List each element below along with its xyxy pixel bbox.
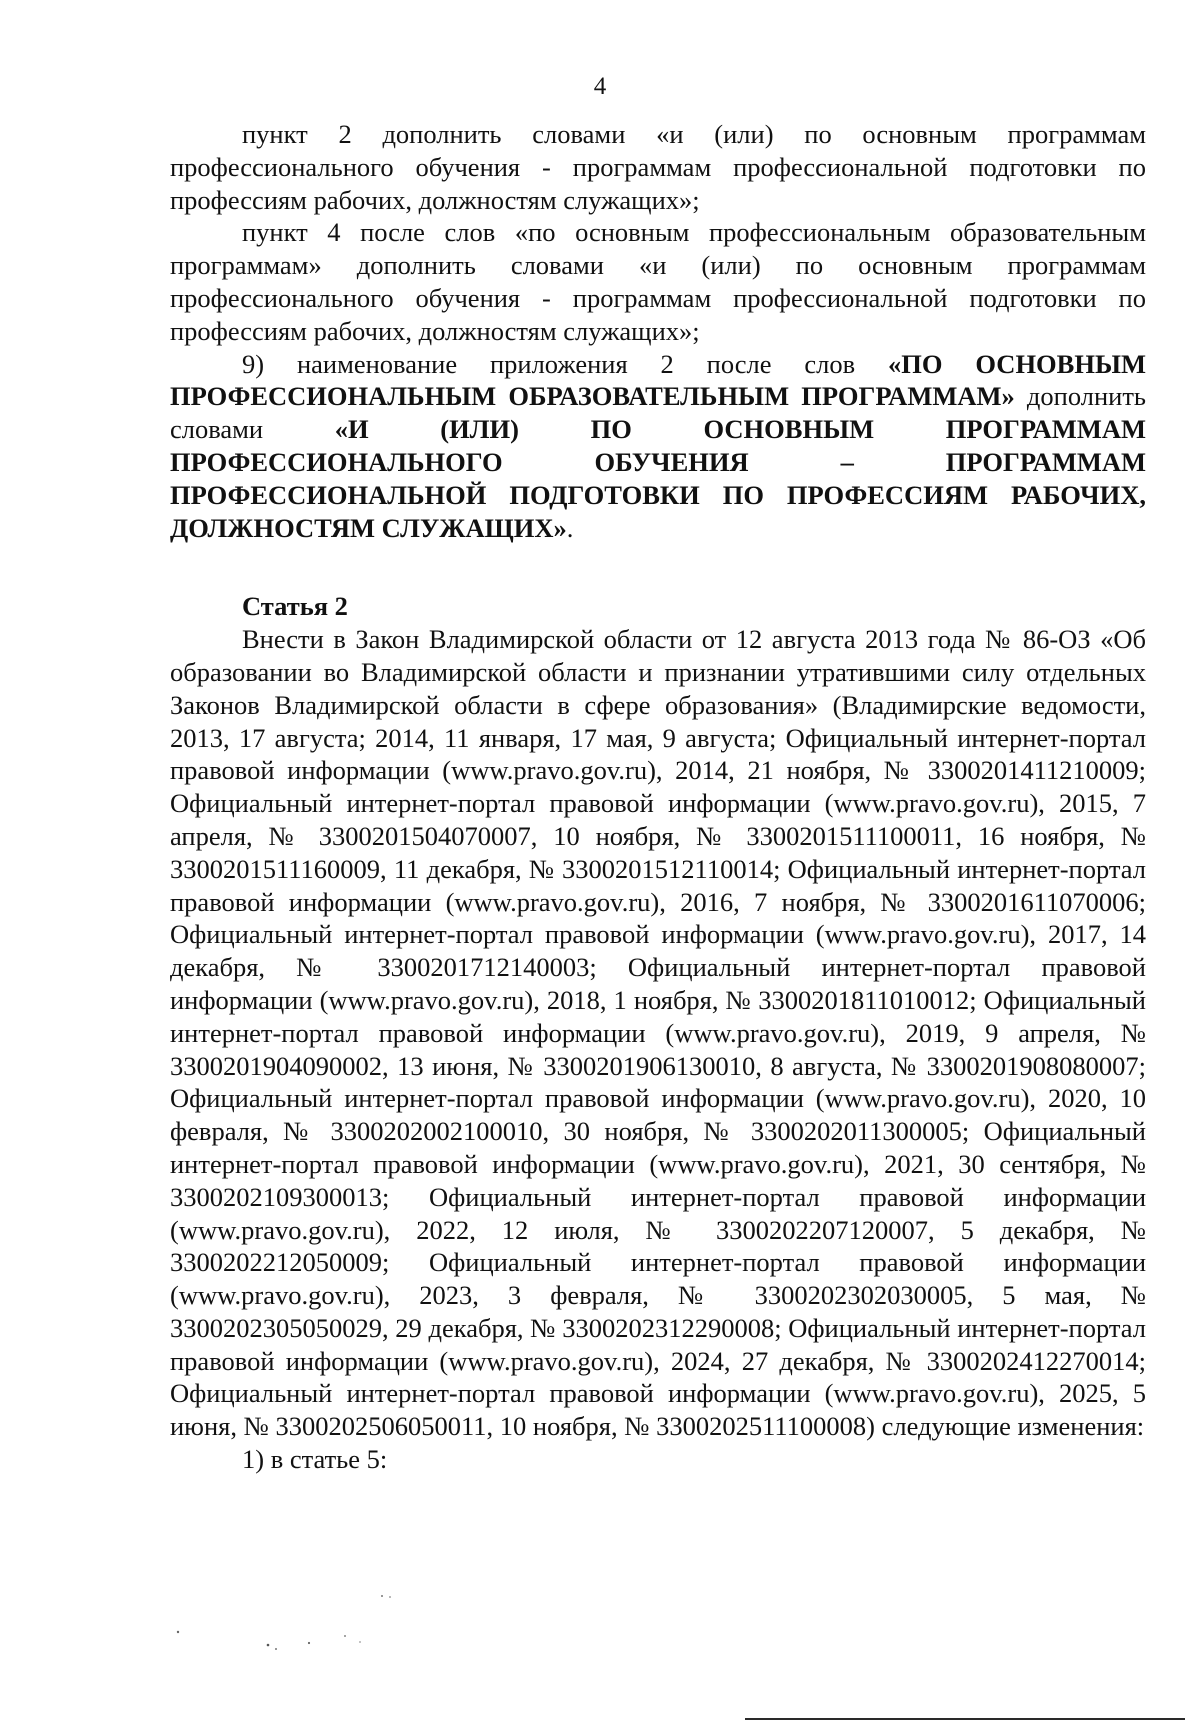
paragraph-item-9 — [170, 348, 1146, 545]
paragraph-item-9-middle: дополнить словами — [170, 381, 1146, 445]
page-number: 4 — [593, 73, 607, 100]
scan-speck — [177, 1631, 179, 1633]
scan-speck — [389, 1596, 391, 1598]
scan-speck — [308, 1642, 310, 1644]
article-body: Внести в Закон Владимирской области от 12 августа 2013 года № 86-ОЗ «Об образовании во Владимирской области и признании утратившими силу отдельных Законов Владимирской области в сфере образования» (Владимирские ведомости, 2013, 17 августа; 2014, 11 января, 17 мая, 9 августа; Официальный интернет-портал правовой информации (www.pravo.gov.ru), 2014, 21 ноября, № 3300201411210009; Официальный интернет-портал правовой информации (www.pravo.gov.ru), 2015, 7 апреля, № 3300201504070007, 10 ноября, № 3300201511100011, 16 ноября, № 3300201511160009, 11 декабря, № 3300201512110014; Официальный интернет-портал правовой информации (www.pravo.gov.ru), 2016, 7 ноября, № 3300201611070006; Официальный интернет-портал правовой информации (www.pravo.gov.ru), 2017, 14 декабря, № 3300201712140003; Официальный интернет-портал правовой информации (www.pravo.gov.ru), 2018, 1 ноября, № 3300201811010012; Официальный интернет-портал правовой информации (www.pravo.gov.ru), 2019, 9 апреля, № 3300201904090002, 13 июня, № 3300201906130010, 8 августа, № 3300201908080007; Официальный интернет-портал правовой информации (www.pravo.gov.ru), 2020, 10 февраля, № 3300202002100010, 30 ноября, № 3300202011300005; Официальный интернет-портал правовой информации (www.pravo.gov.ru), 2021, 30 сентября, № 3300202109300013; Официальный интернет-портал правовой информации (www.pravo.gov.ru), 2022, 12 июля, № 3300202207120007, 5 декабря, № 3300202212050009; Официальный интернет-портал правовой информации (www.pravo.gov.ru), 2023, 3 февраля, № 3300202302030005, 5 мая, № 3300202305050029, 29 декабря, № 3300202312290008; Официальный интернет-портал правовой информации (www.pravo.gov.ru), 2024, 27 декабря, № 3300202412270014; Официальный интернет-портал правовой информации (www.pravo.gov.ru), 2025, 5 июня, № 3300202506050011, 10 ноября, № 3300202511100008) следующие изменения: — [170, 624, 1146, 1442]
paragraph-item-9-added-words: «И (ИЛИ) ПО ОСНОВНЫМ ПРОГРАММАМ ПРОФЕССИОНАЛЬНОГО ОБУЧЕНИЯ – ПРОГРАММАМ ПРОФЕССИОНАЛЬНОЙ ПОДГОТОВКИ ПО ПРОФЕССИЯМ РАБОЧИХ, ДОЛЖНОСТЯМ СЛУЖАЩИХ» — [170, 414, 1146, 543]
article-heading: Статья 2 — [242, 591, 348, 622]
scan-speck — [359, 1641, 361, 1643]
scan-speck — [344, 1635, 346, 1637]
scan-speck — [275, 1648, 277, 1650]
paragraph-item-9-intro: 9) наименование приложения 2 после слов — [242, 348, 889, 379]
article-item-1: 1) в статье 5: — [242, 1444, 388, 1475]
paragraph-item-2: пункт 2 дополнить словами «и (или) по основным программам профессионального обучения - программам профессиональной подготовки по профессиям рабочих, должностям служащих»; — [170, 119, 1146, 215]
scan-speck — [381, 1595, 383, 1597]
scan-speck — [267, 1644, 270, 1647]
paragraph-item-9-old-title: «ПО ОСНОВНЫМ ПРОФЕССИОНАЛЬНЫМ ОБРАЗОВАТЕЛЬНЫМ ПРОГРАММАМ» — [170, 348, 1146, 412]
document-body — [170, 118, 1146, 1476]
paragraph-item-4: пункт 4 после слов «по основным профессиональным образовательным программам» дополнить словами «и (или) по основным программам профессионального обучения - программам профессиональной подготовки по профессиям рабочих, должностям служащих»; — [170, 217, 1146, 346]
bottom-scan-edge — [745, 1718, 1185, 1720]
paragraph-item-9-end: . — [566, 512, 574, 543]
